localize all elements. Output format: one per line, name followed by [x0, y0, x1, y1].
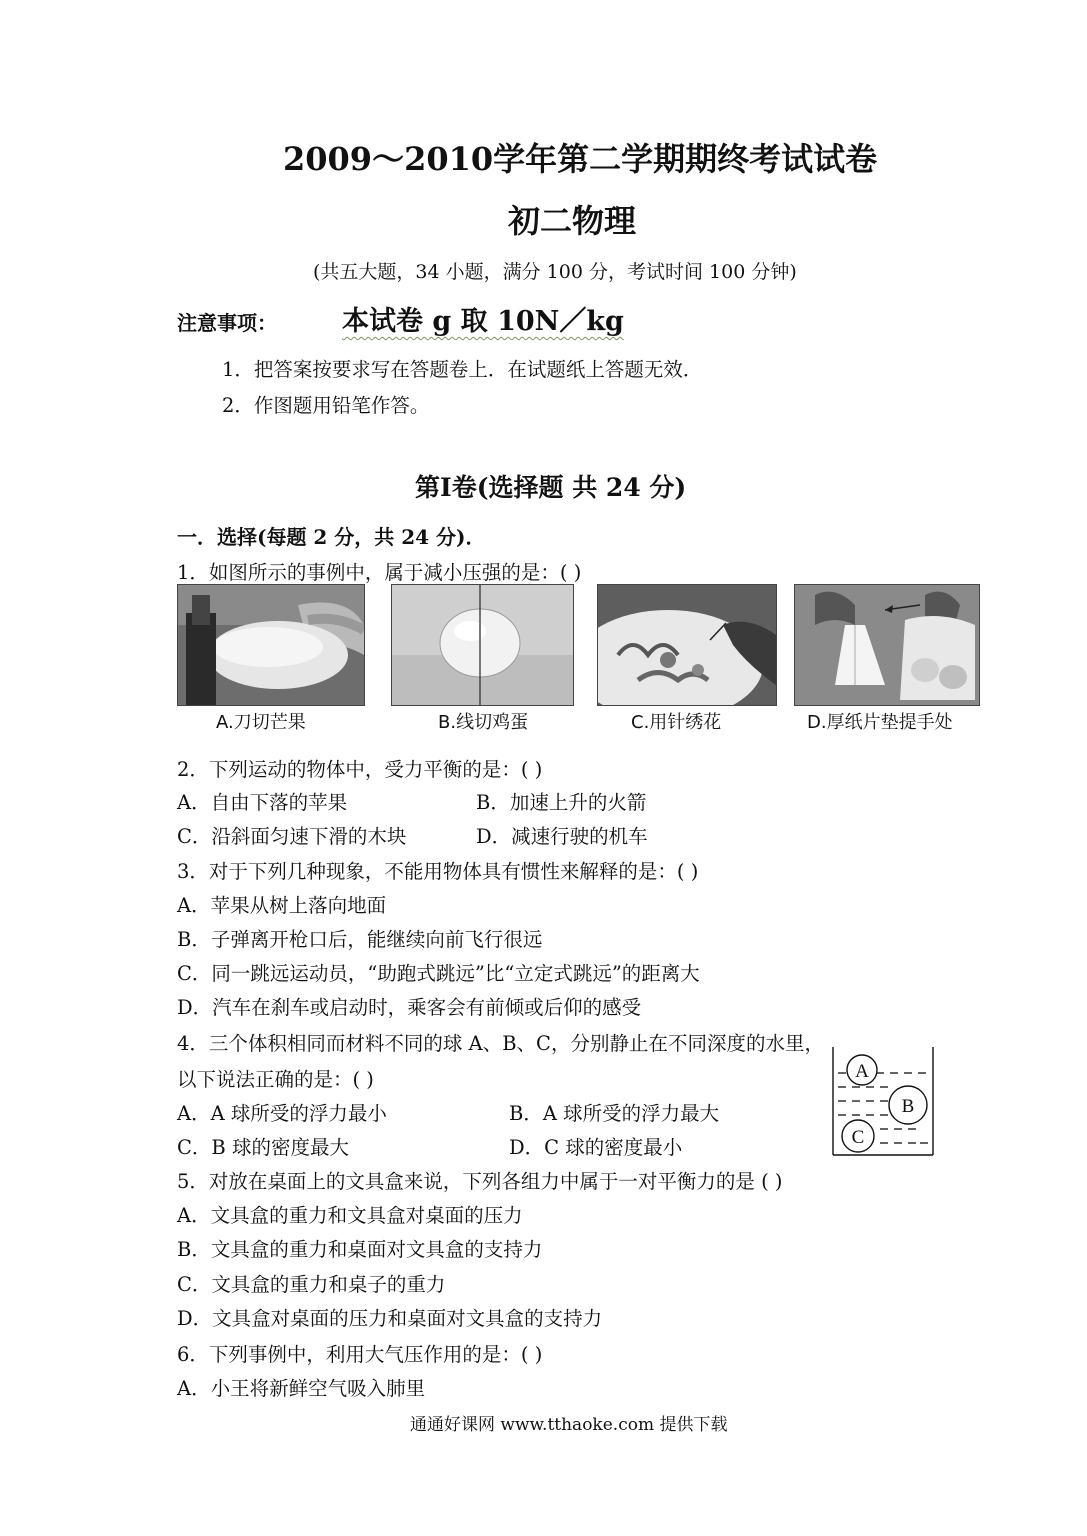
ball-b-label: B: [901, 1096, 915, 1117]
question-3-stem: 3．对于下列几种现象，不能用物体具有惯性来解释的是：( ): [177, 860, 699, 883]
question-3-option-d: D．汽车在刹车或启动时，乘客会有前倾或后仰的感受: [177, 996, 642, 1019]
page-footer: 通通好课网 www.tthaoke.com 提供下载: [410, 1415, 728, 1435]
caption-c: C.用针绣花: [631, 712, 722, 733]
question-3-option-c: C．同一跳远运动员，“助跑式跳远”比“立定式跳远”的距离大: [177, 962, 700, 985]
question-4-option-c: C．B 球的密度最大: [177, 1136, 349, 1159]
knife-mango-photo: [177, 584, 365, 706]
exam-subject: 初二物理: [508, 202, 637, 240]
note-item-1: 1．把答案按要求写在答题卷上．在试题纸上答题无效．: [222, 358, 703, 381]
thread-egg-photo: [391, 584, 574, 706]
question-5-option-b: B．文具盒的重力和桌面对文具盒的支持力: [177, 1238, 543, 1261]
caption-d: D.厚纸片垫提手处: [807, 712, 953, 733]
caption-b: B.线切鸡蛋: [438, 712, 529, 733]
question-4-stem: 4．三个体积相同而材料不同的球 A、B、C，分别静止在不同深度的水里，: [177, 1032, 824, 1055]
question-1-stem: 1．如图所示的事例中，属于减小压强的是：( ): [177, 561, 582, 584]
question-2-option-c: C．沿斜面匀速下滑的木块: [177, 825, 407, 848]
ball-a-label: A: [855, 1061, 869, 1082]
question-2-option-b: B．加速上升的火箭: [476, 791, 647, 814]
question-5-option-a: A．文具盒的重力和文具盒对桌面的压力: [177, 1204, 523, 1227]
question-2-option-d: D．减速行驶的机车: [476, 825, 648, 848]
part1-title: 第Ⅰ卷(选择题 共 24 分): [415, 473, 687, 502]
exam-info: (共五大题，34 小题，满分 100 分，考试时间 100 分钟): [313, 261, 797, 283]
g-value-note: 本试卷 g 取 10N／kg: [342, 306, 624, 337]
question-6-stem: 6．下列事例中，利用大气压作用的是：( ): [177, 1343, 543, 1366]
caption-a: A.刀切芒果: [216, 712, 306, 733]
exam-title: 2009～2010学年第二学期期终考试试卷: [283, 140, 878, 178]
question-4-option-a: A．A 球所受的浮力最小: [177, 1102, 387, 1125]
needle-embroidery-photo: [597, 584, 777, 706]
question-5-option-c: C．文具盒的重力和桌子的重力: [177, 1273, 446, 1296]
paper-handle-photo: [794, 584, 980, 706]
notes-label: 注意事项：: [177, 311, 277, 335]
question-6-option-a: A．小王将新鲜空气吸入肺里: [177, 1377, 426, 1400]
question-4-option-b: B．A 球所受的浮力最大: [509, 1102, 720, 1125]
question-4-option-d: D．C 球的密度最小: [509, 1136, 683, 1159]
question-4-stem-2: 以下说法正确的是：( ): [177, 1068, 374, 1091]
water-tank-figure: [830, 1045, 936, 1157]
ball-c-label: C: [851, 1127, 865, 1148]
note-item-2: 2．作图题用铅笔作答。: [222, 394, 430, 417]
question-5-stem: 5．对放在桌面上的文具盒来说，下列各组力中属于一对平衡力的是 ( ): [177, 1170, 783, 1193]
question-3-option-b: B．子弹离开枪口后，能继续向前飞行很远: [177, 928, 543, 951]
question-2-option-a: A．自由下落的苹果: [177, 791, 348, 814]
question-2-stem: 2．下列运动的物体中，受力平衡的是：( ): [177, 758, 543, 781]
question-3-option-a: A．苹果从树上落向地面: [177, 894, 387, 917]
section-heading: 一．选择(每题 2 分，共 24 分)．: [177, 525, 486, 549]
question-5-option-d: D．文具盒对桌面的压力和桌面对文具盒的支持力: [177, 1307, 603, 1330]
